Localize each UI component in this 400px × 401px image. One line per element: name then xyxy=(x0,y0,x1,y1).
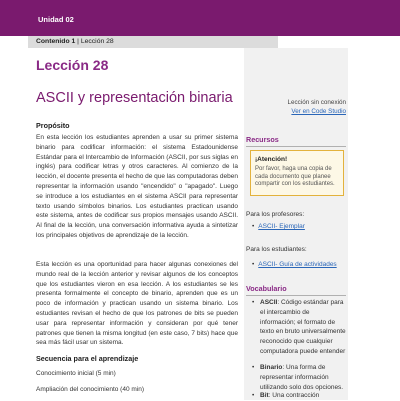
purpose-heading: Propósito xyxy=(36,121,70,130)
vocabulary-heading: Vocabulario xyxy=(246,284,287,293)
students-resource xyxy=(252,261,337,268)
vocab-term: Bit xyxy=(260,392,269,399)
vocab-item-ascii xyxy=(252,298,346,357)
breadcrumb xyxy=(36,38,114,45)
purpose-paragraph-1: En esta lección los estudiantes aprenden a usar su primer sistema binario para codificar información: el sistema Estadounidense Estándar para el Intercambio de Información (ASCII, por sus siglas en inglés) para codificar letras y otros caracteres. Al comienzo de la lección, el docente presenta el hecho de que las computadoras deben representar la información usando "encendido" o "apagado". Luego se introduce a los estudiantes en el sistema ASCII para representar texto usando símbolos binarios. Los estudiantes practican usando este sistema, antes de codificar sus propios mensajes usando ASCII. Al final de la lección, una conversación informativa ayuda a sintetizar los principales objetivos de aprendizaje de la lección. xyxy=(36,134,239,239)
teachers-label: Para los profesores: xyxy=(246,211,305,218)
students-link[interactable]: ASCII- Guía de actividades xyxy=(258,261,337,268)
purpose-paragraph-2: Esta lección es una oportunidad para hacer algunas conexiones del mundo real de la lección anterior y revisar algunos de los conceptos que los estudiantes vieron en esa lección. A los estudiantes se les presenta formalmente el concepto de binario, aprenden que es un poco de información y practican usando un sistema binario. Los estudiantes revisan el hecho de que los patrones de bits se pueden usar para representar información y consideran por qué tener patrones que tienen la misma longitud (en este caso, 7 bits) hace que sea más fácil usar un sistema. xyxy=(36,261,238,347)
breadcrumb-separator: | xyxy=(75,38,81,45)
page-title: ASCII y representación binaria xyxy=(36,90,233,106)
teachers-resource xyxy=(252,223,305,230)
vocab-definition: : Una contracción xyxy=(268,392,320,399)
unit-label: Unidad 02 xyxy=(38,15,74,24)
sequence-heading: Secuencia para el aprendizaje xyxy=(36,354,139,363)
vocabulary-divider xyxy=(246,295,346,296)
resources-heading: Recursos xyxy=(246,135,279,144)
offline-lesson xyxy=(246,99,346,116)
vocab-item-bit xyxy=(252,391,346,401)
lesson-number: Lección 28 xyxy=(36,57,109,73)
vocab-item-binario xyxy=(252,363,346,392)
alert-body: Por favor, haga una copia de cada documento que planee compartir con los estudiantes. xyxy=(255,166,335,187)
bullet-icon: • xyxy=(252,223,255,230)
resources-divider xyxy=(246,146,346,147)
code-studio-link[interactable]: Ver en Code Studio xyxy=(291,107,346,115)
bullet-icon: • xyxy=(252,261,255,268)
students-label: Para los estudiantes: xyxy=(246,246,307,253)
vocab-term: Binario xyxy=(260,364,283,371)
teachers-link[interactable]: ASCII- Ejemplar xyxy=(258,223,305,230)
alert-box xyxy=(250,150,344,196)
vocab-term: ASCII xyxy=(260,299,278,306)
bullet-icon: • xyxy=(252,364,255,371)
breadcrumb-content[interactable]: Contenido 1 xyxy=(36,38,76,45)
offline-label: Lección sin conexión xyxy=(287,99,346,106)
vocab-definition: : Una forma de representar información utilizando solo dos opciones. xyxy=(260,364,344,391)
sequence-item-1: Conocimiento inicial (5 min) xyxy=(36,370,116,377)
vocab-definition: : Código estándar para el intercambio de información; el formato de texto en bruto universalmente reconocido que cualquier computadora puede entender xyxy=(260,299,346,355)
sequence-item-2: Ampliación del conocimiento (40 min) xyxy=(36,386,145,393)
bullet-icon: • xyxy=(252,299,255,306)
alert-title: ¡Atención! xyxy=(255,156,288,163)
bullet-icon: • xyxy=(252,392,255,399)
breadcrumb-lesson: Lección 28 xyxy=(80,38,114,45)
